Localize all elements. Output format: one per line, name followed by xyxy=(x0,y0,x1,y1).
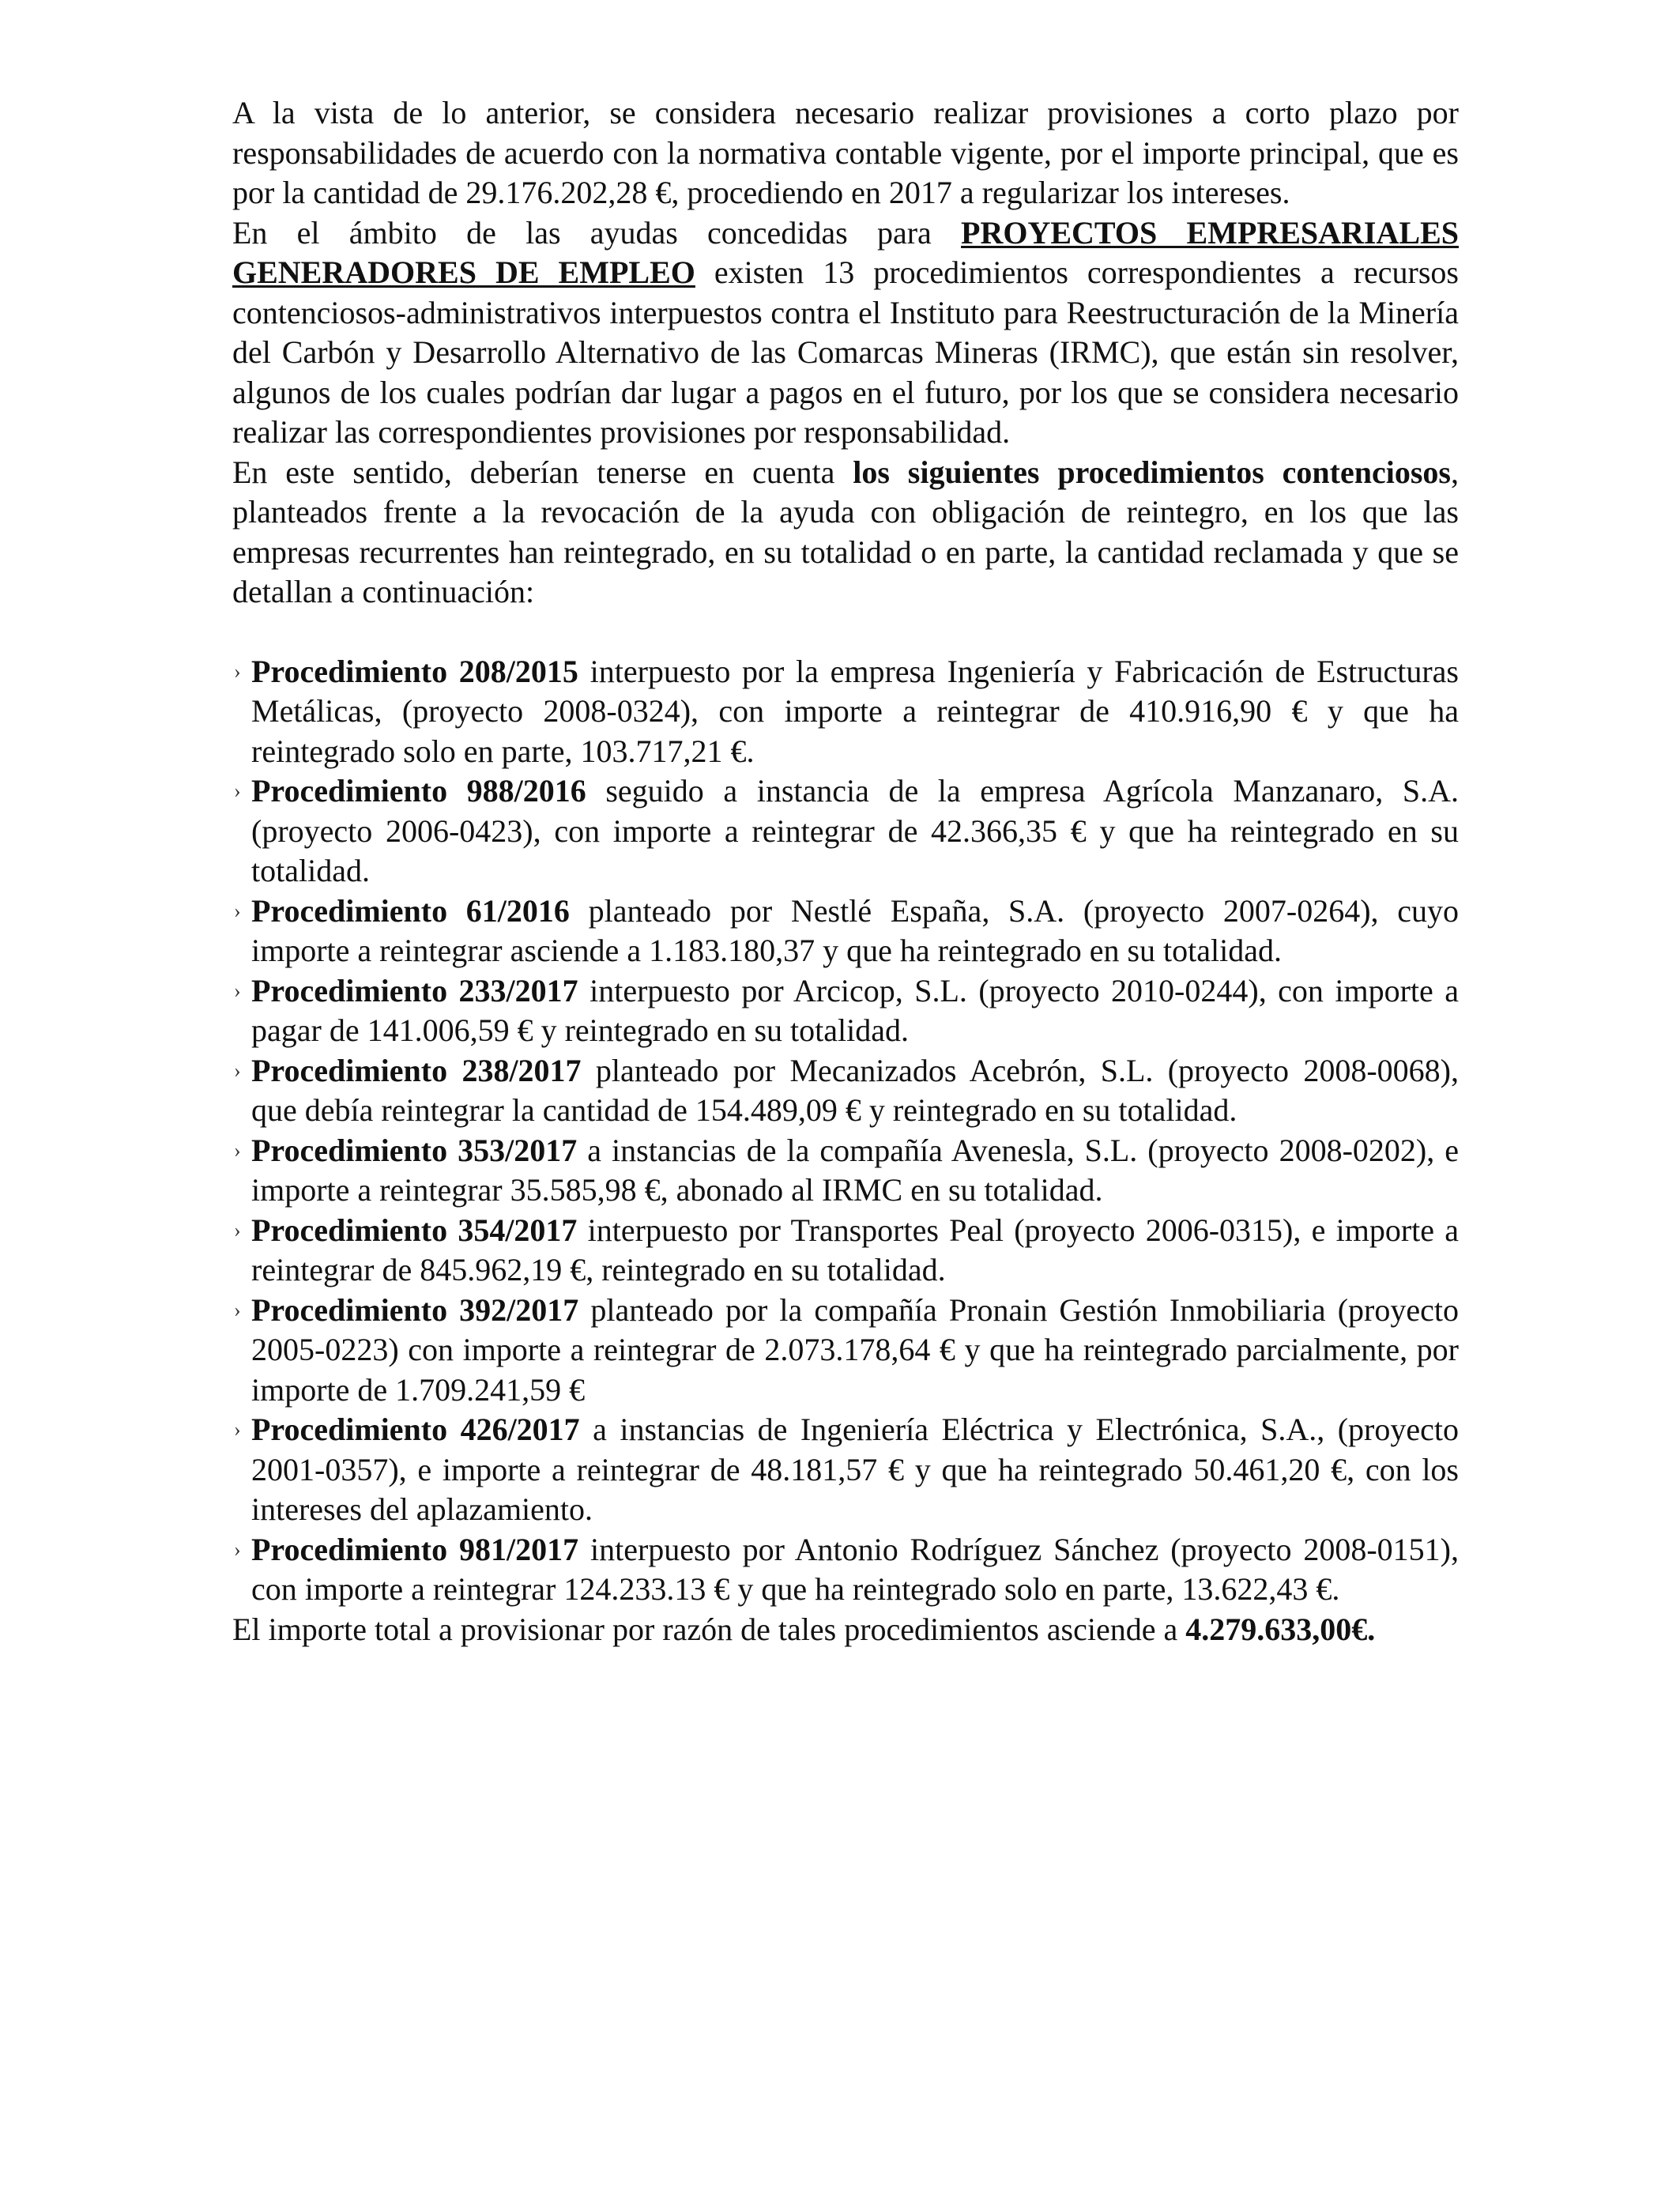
procedure-item xyxy=(232,892,1459,971)
total-provision-amount: 4.279.633,00€. xyxy=(1185,1611,1376,1647)
procedure-title: Procedimiento 426/2017 xyxy=(251,1412,580,1447)
bullet-icon: › xyxy=(234,659,241,683)
bullet-icon: › xyxy=(234,978,241,1002)
procedure-item xyxy=(232,1211,1459,1291)
bullet-icon: › xyxy=(234,1058,241,1082)
procedure-item xyxy=(232,1410,1459,1530)
procedure-text: seguido a instancia de la empresa Agrícola Manzanaro, S.A. (proyecto 2006-0423), con importe a reintegrar de 42.366,35 € y que ha reintegrado en su totalidad. xyxy=(251,773,1459,888)
procedure-text: a instancias de Ingeniería Eléctrica y Electrónica, S.A., (proyecto 2001-0357), e importe a reintegrar de 48.181,57 € y que ha reintegrado 50.461,20 €, con los intereses del aplazamiento. xyxy=(251,1412,1460,1527)
procedure-text: interpuesto por Antonio Rodríguez Sánchez (proyecto 2008-0151), con importe a reintegrar 124.233.13 € y que ha reintegrado solo en parte, 13.622,43 €. xyxy=(251,1531,1460,1607)
procedure-text: planteado por la compañía Pronain Gestión Inmobiliaria (proyecto 2005-0223) con importe a reintegrar de 2.073.178,64 € y que ha reintegrado parcialmente, por importe de 1.709.241,59 € xyxy=(251,1291,1459,1408)
procedure-item xyxy=(232,1051,1459,1131)
paragraph-procedures-prefix: En este sentido, deberían tenerse en cuenta xyxy=(232,454,853,490)
projects-heading-highlight: PROYECTOS EMPRESARIALES GENERADORES DE EMPLEO xyxy=(232,214,1459,290)
procedure-item xyxy=(232,971,1459,1051)
procedure-item xyxy=(232,771,1459,892)
paragraph-projects-context xyxy=(232,213,1459,453)
procedure-text: a instancias de la compañía Avenesla, S.L. (proyecto 2008-0202), e importe a reintegrar 35.585,98 €, abonado al IRMC en su totalidad. xyxy=(251,1132,1459,1208)
procedure-title: Procedimiento 238/2017 xyxy=(251,1052,582,1088)
procedure-title: Procedimiento 988/2016 xyxy=(251,773,586,809)
bullet-icon: › xyxy=(234,1218,241,1242)
procedure-text: planteado por Nestlé España, S.A. (proyecto 2007-0264), cuyo importe a reintegrar asciende a 1.183.180,37 y que ha reintegrado en su totalidad. xyxy=(251,892,1459,968)
paragraph-procedures-suffix: , planteados frente a la revocación de la ayuda con obligación de reintegro, en los que las empresas recurrentes han reintegrado, en su totalidad o en parte, la cantidad reclamada y que se detallan a continuación: xyxy=(232,454,1459,609)
procedure-title: Procedimiento 233/2017 xyxy=(251,972,578,1008)
procedure-text: interpuesto por Arcicop, S.L. (proyecto 2010-0244), con importe a pagar de 141.006,59 € y reintegrado en su totalidad. xyxy=(251,972,1459,1048)
procedure-text: interpuesto por Transportes Peal (proyecto 2006-0315), e importe a reintegrar de 845.962,19 €, reintegrado en su totalidad. xyxy=(251,1212,1459,1287)
procedure-text: interpuesto por la empresa Ingeniería y Fabricación de Estructuras Metálicas, (proyecto 2008-0324), con importe a reintegrar de 410.916,90 € y que ha reintegrado solo en parte, 103.717,21 €. xyxy=(251,653,1459,769)
procedure-text: planteado por Mecanizados Acebrón, S.L. (proyecto 2008-0068), que debía reintegrar la cantidad de 154.489,09 € y reintegrado en su totalidad. xyxy=(251,1052,1459,1128)
paragraph-provisions-intro: A la vista de lo anterior, se considera necesario realizar provisiones a corto plazo por responsabilidades de acuerdo con la normativa contable vigente, por el importe principal, que es por la cantidad de 29.176.202,28 €, procediendo en 2017 a regularizar los intereses. xyxy=(232,95,1459,210)
total-provision-prefix: El importe total a provisionar por razón de tales procedimientos asciende a xyxy=(232,1611,1186,1647)
procedure-item xyxy=(232,1530,1459,1610)
paragraph-procedures-intro xyxy=(232,453,1459,613)
bullet-icon: › xyxy=(234,1418,241,1441)
procedure-title: Procedimiento 353/2017 xyxy=(251,1132,578,1168)
procedure-title: Procedimiento 354/2017 xyxy=(251,1212,578,1248)
paragraph-total-provision xyxy=(232,1610,1459,1650)
procedure-title: Procedimiento 392/2017 xyxy=(251,1291,579,1328)
document-page xyxy=(232,93,1459,1649)
procedure-title: Procedimiento 208/2015 xyxy=(251,653,578,689)
procedure-title: Procedimiento 981/2017 xyxy=(251,1531,579,1567)
procedures-list xyxy=(232,652,1459,1610)
paragraph-projects-prefix: En el ámbito de las ayudas concedidas para xyxy=(232,214,962,251)
bullet-icon: › xyxy=(234,1537,241,1561)
procedures-bold-phrase: los siguientes procedimientos contenciosos xyxy=(853,454,1451,490)
procedure-item xyxy=(232,652,1459,772)
paragraph-projects-suffix: existen 13 procedimientos correspondientes a recursos contenciosos-administrativos interpuestos contra el Instituto para Reestructuración de la Minería del Carbón y Desarrollo Alternativo de las Comarcas Mineras (IRMC), que están sin resolver, algunos de los cuales podrían dar lugar a pagos en el futuro, por los que se considera necesario realizar las correspondientes provisiones por responsabilidad. xyxy=(232,254,1459,450)
procedure-item xyxy=(232,1291,1459,1411)
bullet-icon: › xyxy=(234,1138,241,1162)
bullet-icon: › xyxy=(234,899,241,922)
bullet-icon: › xyxy=(234,1298,241,1321)
bullet-icon: › xyxy=(234,779,241,802)
procedure-title: Procedimiento 61/2016 xyxy=(251,892,570,929)
procedure-item xyxy=(232,1131,1459,1211)
